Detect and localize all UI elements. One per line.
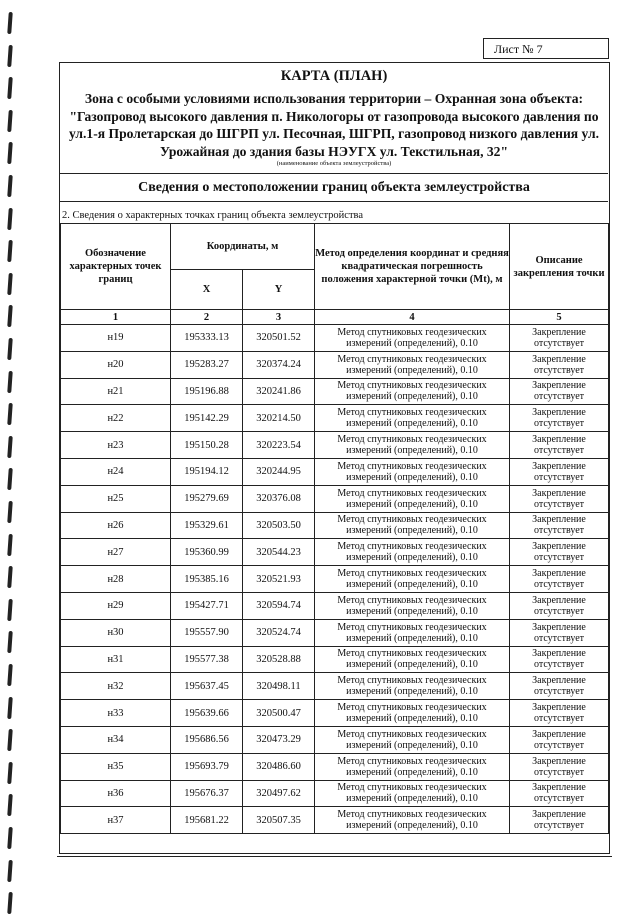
table-row bbox=[61, 726, 609, 753]
x-cell: 195639.66 bbox=[171, 700, 243, 727]
table-row bbox=[61, 539, 609, 566]
x-cell: 195637.45 bbox=[171, 673, 243, 700]
point-cell: н21 bbox=[61, 378, 171, 405]
binding-holes bbox=[4, 0, 18, 905]
binding-hole bbox=[7, 371, 13, 393]
y-cell: 320244.95 bbox=[243, 458, 315, 485]
description-cell: Закрепление отсутствует bbox=[510, 646, 609, 673]
object-description: Зона с особыми условиями использования территории – Охранная зона объекта: "Газопровод высокого давления п. Никологоры от газопровода высокого давления по ул.1-я Пролетарская до ШГРП ул. Песочная, ШГРП, газопровод низкого давления ул. Урожайная до здания базы НЭУГХ ул. Текстильная, 32" bbox=[68, 91, 600, 159]
binding-hole bbox=[7, 468, 13, 490]
binding-hole bbox=[7, 697, 13, 719]
point-cell: н19 bbox=[61, 325, 171, 352]
binding-hole bbox=[7, 77, 13, 99]
table-row bbox=[61, 432, 609, 459]
description-cell: Закрепление отсутствует bbox=[510, 753, 609, 780]
y-cell: 320223.54 bbox=[243, 432, 315, 459]
y-cell: 320374.24 bbox=[243, 351, 315, 378]
y-cell: 320241.86 bbox=[243, 378, 315, 405]
binding-hole bbox=[7, 403, 13, 425]
binding-hole bbox=[7, 794, 13, 816]
table-row bbox=[61, 351, 609, 378]
table-row bbox=[61, 378, 609, 405]
column-numbers-row bbox=[61, 310, 609, 325]
description-cell: Закрепление отсутствует bbox=[510, 512, 609, 539]
y-cell: 320507.35 bbox=[243, 807, 315, 834]
y-cell: 320214.50 bbox=[243, 405, 315, 432]
x-cell: 195142.29 bbox=[171, 405, 243, 432]
binding-hole bbox=[7, 273, 13, 295]
x-cell: 195385.16 bbox=[171, 566, 243, 593]
x-cell: 195194.12 bbox=[171, 458, 243, 485]
point-cell: н33 bbox=[61, 700, 171, 727]
x-cell: 195557.90 bbox=[171, 619, 243, 646]
point-cell: н25 bbox=[61, 485, 171, 512]
method-cell: Метод спутниковых геодезических измерений (определений), 0.10 bbox=[315, 780, 510, 807]
description-cell: Закрепление отсутствует bbox=[510, 485, 609, 512]
table-row bbox=[61, 566, 609, 593]
method-cell: Метод спутниковых геодезических измерений (определений), 0.10 bbox=[315, 512, 510, 539]
y-cell: 320376.08 bbox=[243, 485, 315, 512]
subsection-title: 2. Сведения о характерных точках границ объекта землеустройства bbox=[62, 210, 364, 221]
binding-hole bbox=[7, 12, 13, 34]
col-number: 4 bbox=[315, 310, 510, 325]
x-cell: 195279.69 bbox=[171, 485, 243, 512]
point-cell: н32 bbox=[61, 673, 171, 700]
header-description: Описание закрепления точки bbox=[510, 224, 609, 310]
header-coords: Координаты, м bbox=[171, 224, 315, 270]
point-cell: н36 bbox=[61, 780, 171, 807]
method-cell: Метод спутниковых геодезических измерений (определений), 0.10 bbox=[315, 458, 510, 485]
point-cell: н24 bbox=[61, 458, 171, 485]
method-cell: Метод спутниковых геодезических измерений (определений), 0.10 bbox=[315, 485, 510, 512]
y-cell: 320501.52 bbox=[243, 325, 315, 352]
header-point: Обозначение характерных точек границ bbox=[61, 224, 171, 310]
x-cell: 195693.79 bbox=[171, 753, 243, 780]
x-cell: 195360.99 bbox=[171, 539, 243, 566]
method-cell: Метод спутниковых геодезических измерений (определений), 0.10 bbox=[315, 325, 510, 352]
document-title: КАРТА (ПЛАН) bbox=[280, 68, 388, 84]
description-cell: Закрепление отсутствует bbox=[510, 566, 609, 593]
y-cell: 320486.60 bbox=[243, 753, 315, 780]
y-cell: 320521.93 bbox=[243, 566, 315, 593]
x-cell: 195196.88 bbox=[171, 378, 243, 405]
table-row bbox=[61, 807, 609, 834]
table-row bbox=[61, 646, 609, 673]
method-cell: Метод спутниковых геодезических измерений (определений), 0.10 bbox=[315, 378, 510, 405]
table-row bbox=[61, 592, 609, 619]
binding-hole bbox=[7, 631, 13, 653]
point-cell: н22 bbox=[61, 405, 171, 432]
description-cell: Закрепление отсутствует bbox=[510, 405, 609, 432]
y-cell: 320503.50 bbox=[243, 512, 315, 539]
point-cell: н27 bbox=[61, 539, 171, 566]
description-cell: Закрепление отсутствует bbox=[510, 378, 609, 405]
description-cell: Закрепление отсутствует bbox=[510, 325, 609, 352]
col-number: 5 bbox=[510, 310, 609, 325]
description-cell: Закрепление отсутствует bbox=[510, 726, 609, 753]
section-title: Сведения о местоположении границ объекта землеустройства bbox=[60, 175, 608, 202]
point-cell: н34 bbox=[61, 726, 171, 753]
description-cell: Закрепление отсутствует bbox=[510, 700, 609, 727]
binding-hole bbox=[7, 45, 13, 67]
x-cell: 195681.22 bbox=[171, 807, 243, 834]
header-y: Y bbox=[243, 270, 315, 310]
table-row bbox=[61, 325, 609, 352]
method-cell: Метод спутниковых геодезических измерений (определений), 0.10 bbox=[315, 405, 510, 432]
object-description-note: (наименование объекта землеустройства) bbox=[276, 160, 392, 167]
x-cell: 195676.37 bbox=[171, 780, 243, 807]
binding-hole bbox=[7, 436, 13, 458]
method-cell: Метод спутниковых геодезических измерений (определений), 0.10 bbox=[315, 619, 510, 646]
description-cell: Закрепление отсутствует bbox=[510, 673, 609, 700]
title-block bbox=[60, 63, 608, 174]
x-cell: 195686.56 bbox=[171, 726, 243, 753]
description-cell: Закрепление отсутствует bbox=[510, 432, 609, 459]
binding-hole bbox=[7, 664, 13, 686]
x-cell: 195333.13 bbox=[171, 325, 243, 352]
binding-hole bbox=[7, 305, 13, 327]
description-cell: Закрепление отсутствует bbox=[510, 458, 609, 485]
point-cell: н20 bbox=[61, 351, 171, 378]
y-cell: 320524.74 bbox=[243, 619, 315, 646]
col-number: 3 bbox=[243, 310, 315, 325]
binding-hole bbox=[7, 827, 13, 849]
table-row bbox=[61, 700, 609, 727]
point-cell: н35 bbox=[61, 753, 171, 780]
point-cell: н26 bbox=[61, 512, 171, 539]
x-cell: 195329.61 bbox=[171, 512, 243, 539]
method-cell: Метод спутниковых геодезических измерений (определений), 0.10 bbox=[315, 592, 510, 619]
table-row bbox=[61, 485, 609, 512]
description-cell: Закрепление отсутствует bbox=[510, 807, 609, 834]
y-cell: 320473.29 bbox=[243, 726, 315, 753]
bottom-rule bbox=[57, 856, 612, 857]
binding-hole bbox=[7, 110, 13, 132]
method-cell: Метод спутниковых геодезических измерений (определений), 0.10 bbox=[315, 646, 510, 673]
sheet-number: Лист № 7 bbox=[483, 38, 609, 59]
x-cell: 195427.71 bbox=[171, 592, 243, 619]
binding-hole bbox=[7, 566, 13, 588]
point-cell: н29 bbox=[61, 592, 171, 619]
binding-hole bbox=[7, 762, 13, 784]
x-cell: 195150.28 bbox=[171, 432, 243, 459]
binding-hole bbox=[7, 142, 13, 164]
table-row bbox=[61, 780, 609, 807]
point-cell: н31 bbox=[61, 646, 171, 673]
y-cell: 320500.47 bbox=[243, 700, 315, 727]
table-row bbox=[61, 458, 609, 485]
binding-hole bbox=[7, 534, 13, 556]
method-cell: Метод спутниковых геодезических измерений (определений), 0.10 bbox=[315, 351, 510, 378]
table-row bbox=[61, 753, 609, 780]
binding-hole bbox=[7, 208, 13, 230]
method-cell: Метод спутниковых геодезических измерений (определений), 0.10 bbox=[315, 432, 510, 459]
y-cell: 320498.11 bbox=[243, 673, 315, 700]
point-cell: н30 bbox=[61, 619, 171, 646]
method-cell: Метод спутниковых геодезических измерений (определений), 0.10 bbox=[315, 673, 510, 700]
points-table bbox=[60, 223, 609, 834]
binding-hole bbox=[7, 501, 13, 523]
binding-hole bbox=[7, 892, 13, 914]
method-cell: Метод спутниковых геодезических измерений (определений), 0.10 bbox=[315, 539, 510, 566]
y-cell: 320528.88 bbox=[243, 646, 315, 673]
binding-hole bbox=[7, 599, 13, 621]
table-row bbox=[61, 512, 609, 539]
method-cell: Метод спутниковых геодезических измерений (определений), 0.10 bbox=[315, 700, 510, 727]
header-method: Метод определения координат и средняя квадратическая погрешность положения характерной точки (Mt), м bbox=[315, 224, 510, 310]
y-cell: 320594.74 bbox=[243, 592, 315, 619]
point-cell: н28 bbox=[61, 566, 171, 593]
binding-hole bbox=[7, 729, 13, 751]
binding-hole bbox=[7, 240, 13, 262]
method-cell: Метод спутниковых геодезических измерений (определений), 0.10 bbox=[315, 726, 510, 753]
table-row bbox=[61, 619, 609, 646]
method-cell: Метод спутниковых геодезических измерений (определений), 0.10 bbox=[315, 566, 510, 593]
description-cell: Закрепление отсутствует bbox=[510, 351, 609, 378]
document-frame bbox=[59, 62, 610, 854]
x-cell: 195283.27 bbox=[171, 351, 243, 378]
method-cell: Метод спутниковых геодезических измерений (определений), 0.10 bbox=[315, 753, 510, 780]
y-cell: 320544.23 bbox=[243, 539, 315, 566]
point-cell: н37 bbox=[61, 807, 171, 834]
description-cell: Закрепление отсутствует bbox=[510, 592, 609, 619]
description-cell: Закрепление отсутствует bbox=[510, 619, 609, 646]
table-body bbox=[61, 325, 609, 834]
x-cell: 195577.38 bbox=[171, 646, 243, 673]
binding-hole bbox=[7, 338, 13, 360]
table-row bbox=[61, 405, 609, 432]
binding-hole bbox=[7, 860, 13, 882]
description-cell: Закрепление отсутствует bbox=[510, 539, 609, 566]
description-cell: Закрепление отсутствует bbox=[510, 780, 609, 807]
header-x: X bbox=[171, 270, 243, 310]
binding-hole bbox=[7, 175, 13, 197]
method-cell: Метод спутниковых геодезических измерений (определений), 0.10 bbox=[315, 807, 510, 834]
col-number: 2 bbox=[171, 310, 243, 325]
col-number: 1 bbox=[61, 310, 171, 325]
y-cell: 320497.62 bbox=[243, 780, 315, 807]
table-row bbox=[61, 673, 609, 700]
point-cell: н23 bbox=[61, 432, 171, 459]
